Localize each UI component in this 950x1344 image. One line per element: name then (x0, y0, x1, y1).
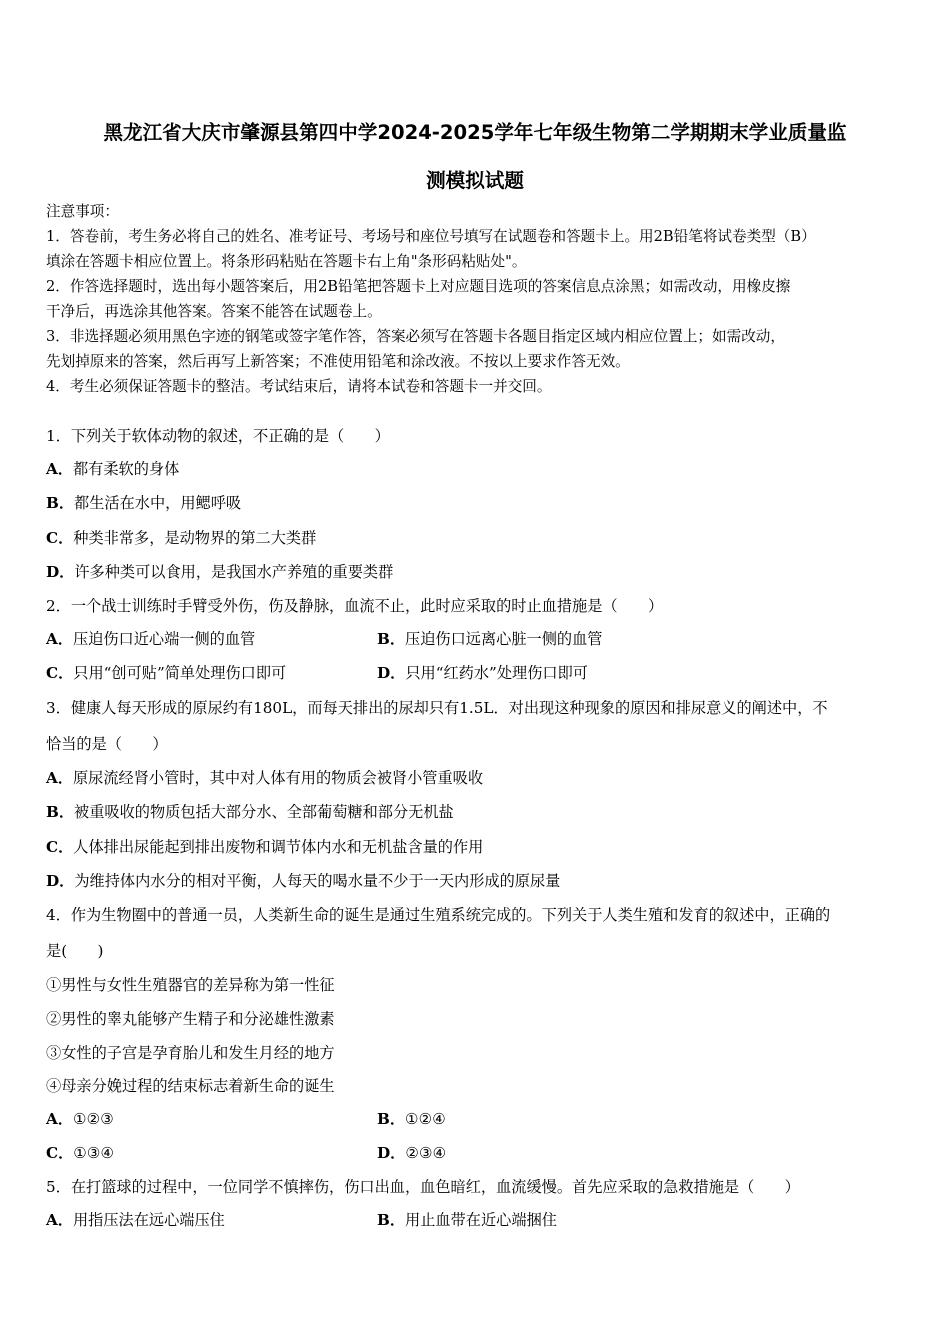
q2-stem: 2．一个战士训练时手臂受外伤，伤及静脉，血流不止，此时应采取的时止血措施是（ ） (46, 597, 664, 615)
option-label: A． (46, 1110, 73, 1128)
q4-stem-line-1: 4．作为生物圈中的普通一员，人类新生命的诞生是通过生殖系统完成的。下列关于人类生殖和发育的叙述中，正确的 (46, 906, 831, 924)
option-label: B． (377, 630, 406, 648)
q1-option-b (46, 493, 241, 513)
option-text: 压迫伤口近心端一侧的血管 (72, 630, 256, 648)
q4-option-a (46, 1109, 114, 1129)
option-text: 都有柔软的身体 (72, 460, 180, 478)
q4-stem-line-2: 是( ) (46, 942, 104, 960)
option-text: 被重吸收的物质包括大部分水、全部葡萄糖和部分无机盐 (74, 803, 454, 821)
notice-line-6: 先划掉原来的答案，然后再写上新答案；不准使用铅笔和涂改液。不按以上要求作答无效。 (46, 353, 630, 370)
option-text: 为维持体内水分的相对平衡，人每天的喝水量不少于一天内形成的原尿量 (74, 872, 561, 890)
q5-option-a (46, 1210, 225, 1230)
q4-option-c (46, 1143, 114, 1163)
q4-statement-4: ④母亲分娩过程的结束标志着新生命的诞生 (46, 1077, 335, 1095)
option-label: A． (46, 769, 73, 787)
option-label: C． (46, 838, 74, 856)
q4-option-b (377, 1109, 446, 1129)
q3-option-a (46, 768, 483, 788)
option-text: 只用“创可贴”简单处理伤口即可 (73, 664, 287, 682)
option-text: 压迫伤口远离心脏一侧的血管 (405, 630, 603, 648)
exam-title-line-1: 黑龙江省大庆市肇源县第四中学2024-2025学年七年级生物第二学期期末学业质量监 (103, 121, 847, 144)
q2-option-d (377, 663, 588, 683)
option-label: A． (46, 460, 73, 478)
option-text: ①②③ (72, 1110, 114, 1128)
option-label: B． (46, 494, 75, 512)
q3-stem-line-2: 恰当的是（ ） (46, 735, 168, 753)
option-label: A． (46, 630, 73, 648)
option-text: 许多种类可以食用，是我国水产养殖的重要类群 (74, 563, 394, 581)
q3-option-b (46, 802, 454, 822)
option-text: 原尿流经肾小管时，其中对人体有用的物质会被肾小管重吸收 (72, 769, 484, 787)
option-label: D． (46, 563, 75, 581)
q4-statement-1: ①男性与女性生殖器官的差异称为第一性征 (46, 976, 335, 994)
option-text: 都生活在水中，用鳃呼吸 (74, 494, 242, 512)
exam-title-line-2: 测模拟试题 (426, 169, 524, 192)
q2-option-c (46, 663, 286, 683)
option-text: ①②④ (405, 1110, 446, 1128)
notice-line-7: 4．考生必须保证答题卡的整洁。考试结束后，请将本试卷和答题卡一并交回。 (46, 378, 552, 395)
q1-stem: 1．下列关于软体动物的叙述，不正确的是（ ） (46, 427, 390, 445)
option-text: 用指压法在远心端压住 (72, 1211, 225, 1229)
option-label: D． (377, 664, 406, 682)
q1-option-a (46, 459, 179, 479)
option-label: D． (377, 1144, 406, 1162)
notice-line-5: 3．非选择题必须用黑色字迹的钢笔或签字笔作答，答案必须写在答题卡各题目指定区域内相应位置上；如需改动， (46, 328, 785, 345)
q1-option-d (46, 562, 393, 582)
notice-line-3: 2．作答选择题时，选出每小题答案后，用2B铅笔把答题卡上对应题目选项的答案信息点涂黑；如需改动，用橡皮擦 (46, 278, 791, 295)
option-text: 只用“红药水”处理伤口即可 (405, 664, 588, 682)
option-label: B． (377, 1211, 406, 1229)
option-text: 种类非常多，是动物界的第二大类群 (73, 529, 317, 547)
option-text: ①③④ (73, 1144, 115, 1162)
option-label: C． (46, 1144, 74, 1162)
q4-statement-3: ③女性的子宫是孕育胎儿和发生月经的地方 (46, 1044, 335, 1062)
option-label: D． (46, 872, 75, 890)
q4-option-d (377, 1143, 446, 1163)
q3-stem-line-1: 3．健康人每天形成的原尿约有180L，而每天排出的尿却只有1.5L．对出现这种现象的原因和排尿意义的阐述中，不 (46, 699, 828, 717)
option-label: A． (46, 1211, 73, 1229)
option-text: ②③④ (405, 1144, 447, 1162)
notice-line-2: 填涂在答题卡相应位置上。将条形码粘贴在答题卡右上角"条形码粘贴处"。 (46, 253, 527, 270)
notice-line-1: 1．答卷前，考生务必将自己的姓名、准考证号、考场号和座位号填写在试题卷和答题卡上。用2B铅笔将试卷类型（B） (46, 228, 816, 245)
option-label: C． (46, 529, 74, 547)
q4-statement-2: ②男性的睾丸能够产生精子和分泌雄性激素 (46, 1010, 335, 1028)
q5-stem: 5．在打篮球的过程中，一位同学不慎摔伤，伤口出血，血色暗红，血流缓慢。首先应采取的急救措施是（ ） (46, 1178, 800, 1196)
q3-option-d (46, 871, 560, 891)
q2-option-b (377, 629, 602, 649)
notice-line-4: 干净后，再选涂其他答案。答案不能答在试题卷上。 (46, 303, 382, 320)
option-label: C． (46, 664, 74, 682)
option-text: 用止血带在近心端捆住 (405, 1211, 557, 1229)
option-label: B． (377, 1110, 406, 1128)
notice-heading: 注意事项： (46, 203, 119, 220)
q1-option-c (46, 528, 316, 548)
q3-option-c (46, 837, 483, 857)
option-text: 人体排出尿能起到排出废物和调节体内水和无机盐含量的作用 (73, 838, 484, 856)
q2-option-a (46, 629, 255, 649)
option-label: B． (46, 803, 75, 821)
q5-option-b (377, 1210, 557, 1230)
